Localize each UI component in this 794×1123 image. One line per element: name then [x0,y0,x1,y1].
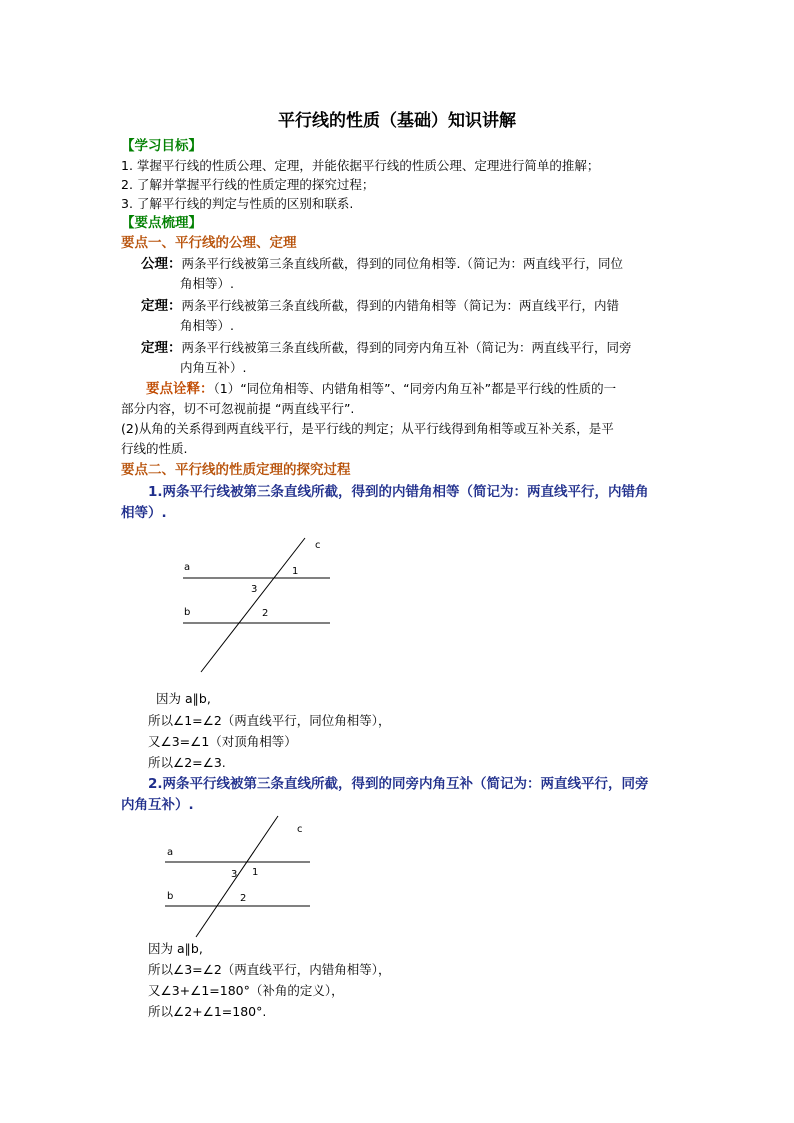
axiom-line [141,254,623,274]
label-b: b [167,891,174,902]
note-text-2: (2)从角的关系得到两直线平行，是平行线的判定；从平行线得到角相等或互补关系，是平 [121,421,614,436]
label-a: a [184,562,191,573]
angle-2: 2 [240,893,247,904]
proof1-line: 所以∠1=∠2（两直线平行，同位角相等）， [148,713,391,728]
angle-3: 3 [231,869,238,880]
item1-statement: 1.两条平行线被第三条直线所截，得到的内错角相等（简记为：两直线平行，内错角 [148,484,649,500]
note-text-2-cont: 行线的性质. [121,441,188,456]
proof1-line: 又∠3=∠1（对顶角相等） [148,734,297,749]
points-heading: 【要点梳理】 [121,215,202,231]
theorem2-text-cont: 内角互补）. [180,360,247,375]
theorem2-line [141,338,632,358]
transversal-c [201,538,305,672]
proof2-line: 又∠3+∠1=180°（补角的定义）， [148,983,344,998]
theorem1-line [141,296,619,316]
item1-statement-cont: 相等）. [121,505,167,521]
parallel-lines-diagram-2 [160,812,320,942]
proof2-line: 所以∠3=∠2（两直线平行，内错角相等）， [148,962,391,977]
proof1-line: 所以∠2=∠3. [148,755,226,770]
item2-statement-cont: 内角互补）. [121,797,194,813]
angle-2: 2 [262,608,269,619]
label-c: c [297,824,303,835]
theorem1-text: 两条平行线被第三条直线所截，得到的内错角相等（简记为：两直线平行，内错 [181,298,620,313]
proof1-line: 因为 a∥b, [156,691,211,706]
proof2-line: 所以∠2+∠1=180°. [148,1004,267,1019]
angle-3: 3 [251,584,258,595]
label-b: b [184,607,191,618]
note-line [146,379,616,399]
goal-item: 2. 了解并掌握平行线的性质定理的探究过程； [121,177,375,192]
theorem2-label: 定理： [141,340,182,356]
item2-statement: 2.两条平行线被第三条直线所截，得到的同旁内角互补（简记为：两直线平行，同旁 [148,776,649,792]
goal-item: 3. 了解平行线的判定与性质的区别和联系. [121,196,354,211]
label-c: c [315,540,321,551]
section1-heading: 要点一、平行线的公理、定理 [121,235,297,251]
theorem2-text: 两条平行线被第三条直线所截，得到的同旁内角互补（简记为：两直线平行，同旁 [181,340,632,355]
axiom-text: 两条平行线被第三条直线所截，得到的同位角相等.（简记为：两直线平行，同位 [181,256,623,271]
note-text-cont: 部分内容，切不可忽视前提 “两直线平行”. [121,401,355,416]
note-label: 要点诠释： [146,381,214,397]
label-a: a [167,847,174,858]
section2-heading: 要点二、平行线的性质定理的探究过程 [121,462,351,478]
goal-item: 1. 掌握平行线的性质公理、定理，并能依据平行线的性质公理、定理进行简单的推解； [121,158,600,173]
note-text: （1）“同位角相等、内错角相等”、“同旁内角互补”都是平行线的性质的一 [213,381,617,396]
angle-1: 1 [252,867,259,878]
proof2-line: 因为 a∥b, [148,941,203,956]
axiom-label: 公理： [141,256,182,272]
angle-1: 1 [292,566,299,577]
goals-heading: 【学习目标】 [121,138,202,154]
theorem1-label: 定理： [141,298,182,314]
parallel-lines-diagram-1 [175,530,345,678]
page-title: 平行线的性质（基础）知识讲解 [278,111,516,131]
axiom-text-cont: 角相等）. [180,276,234,291]
theorem1-text-cont: 角相等）. [180,318,234,333]
